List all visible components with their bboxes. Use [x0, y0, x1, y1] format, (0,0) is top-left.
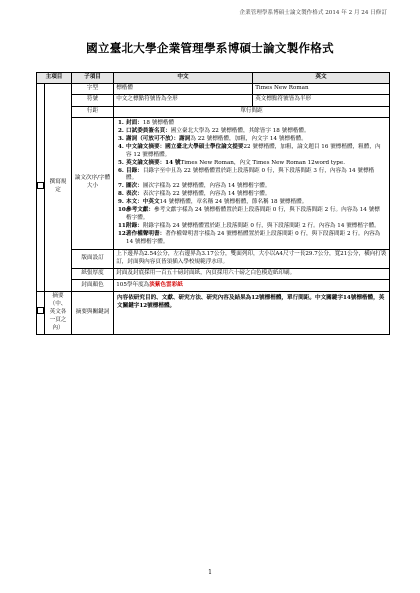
- rule-text: 參考文獻字樣為 24 號標楷體置於距上段落間距 0 行，與下段落間距 2 行。內容為 14 號標楷字體。: [126, 207, 380, 222]
- abstract-checkbox-cell[interactable]: [37, 291, 45, 334]
- font-size-rules: [114, 117, 390, 249]
- row-symbols: [37, 95, 390, 106]
- cover-color-value: [114, 280, 390, 291]
- rule-text: 為 22 號標楷體，加粗，內文字 14 號標楷體。: [190, 135, 307, 142]
- symbols-zh: 中文之標點符號皆為全形: [114, 95, 253, 106]
- paper-text: 封面及封底採用一百五十磅封面紙，內頁採用六十磅之白色模造紙印刷。: [114, 269, 390, 280]
- cover-color-prefix: 105學年度為: [116, 281, 150, 288]
- page-title: 國立臺北大學企業管理學系博碩士論文製作格式: [86, 41, 334, 55]
- rule-number: 10.: [118, 207, 128, 214]
- margins-label: 版面設訂: [72, 249, 114, 268]
- rule-number: 9.: [118, 199, 124, 206]
- abstract-checkbox[interactable]: [37, 307, 44, 314]
- rule-number: 11.: [118, 223, 128, 230]
- rule-lead: 本文：中英文: [126, 199, 160, 206]
- rule-text: 表次字樣為 22 號標楷體，內容為 14 號標楷字體。: [142, 191, 271, 198]
- font-size-rule-item: [118, 223, 385, 231]
- rule-number: 7.: [118, 183, 124, 190]
- rule-lead: 英文論文摘要：14 號: [126, 159, 181, 166]
- rule-text: 著作權聲明書字樣為 24 號標楷體置於距上段落間距 0 行，與下段落間距 2 行。內容為 14 號標楷字體。: [126, 231, 381, 245]
- rule-text: 圖次字樣為 22 號標楷體，內容為 14 號標楷字體。: [142, 183, 271, 190]
- font-size-rule-item: [118, 144, 385, 160]
- typeface-en: Times New Roman: [253, 83, 390, 94]
- rule-lead: 中文論文摘要：國立臺北大學碩士學位論文提要: [126, 143, 244, 150]
- cover-color-highlight: 淡紫色雲彩紙: [149, 281, 183, 288]
- font-size-rule-item: [118, 207, 385, 223]
- spacing-label: 行距: [72, 106, 114, 117]
- table-header-row: [37, 73, 390, 84]
- rule-number: 8.: [118, 191, 124, 198]
- font-size-rule-item: [118, 136, 385, 144]
- header-sub-item: 子項目: [72, 73, 114, 84]
- row-cover-color: [37, 280, 390, 291]
- font-size-rule-item: [118, 120, 385, 128]
- rule-lead: 口試委員簽名頁：: [126, 127, 171, 134]
- row-margins: [37, 249, 390, 268]
- rule-number: 3.: [118, 135, 124, 142]
- rule-lead: 附錄：: [126, 223, 143, 230]
- font-size-label: 論文次序/字體大小: [72, 117, 114, 249]
- font-size-rule-item: [118, 231, 385, 247]
- row-abstract: [37, 291, 390, 334]
- rule-number: 2.: [118, 127, 124, 134]
- format-spec-table: [36, 72, 390, 335]
- header-chinese: 中文: [114, 73, 253, 84]
- page-number: 1: [208, 569, 212, 576]
- row-spacing: [37, 106, 390, 117]
- rule-lead: 參考文獻：: [126, 207, 154, 214]
- rule-number: 4.: [118, 143, 124, 150]
- spacing-value: 單行間距: [114, 106, 390, 117]
- section-checkbox[interactable]: [37, 182, 44, 189]
- symbols-en: 英文標點符號皆為半形: [253, 95, 390, 106]
- abstract-sub-label: 摘要與關鍵詞: [72, 291, 114, 334]
- typeface-label: 字型: [72, 83, 114, 94]
- rule-number: 12.: [118, 231, 128, 237]
- rule-text: 22 號標楷體，加粗，論文題目 16 號標楷體，粗體，內容 12 號標楷體。: [126, 143, 381, 158]
- rule-lead: 圖次：: [126, 183, 143, 190]
- typeface-zh: 標楷體: [114, 83, 253, 94]
- font-size-rule-item: [118, 168, 385, 184]
- rule-text: 附錄字樣為 24 號標楷體置於距上段落間距 0 行，與下段落間距 2 行。內容為 14 號標楷字體。: [142, 223, 380, 230]
- paper-label: 紙張厚度: [72, 269, 114, 280]
- rule-number: 1.: [118, 119, 124, 126]
- font-size-rule-list: [118, 120, 385, 247]
- header-english: 英文: [253, 73, 390, 84]
- abstract-label: 摘要（中、英文各一頁之內）: [45, 291, 72, 334]
- rule-number: 5.: [118, 159, 124, 166]
- font-size-rule-item: [118, 199, 385, 207]
- cover-color-label: 封面顏色: [72, 280, 114, 291]
- font-size-rule-item: [118, 160, 385, 168]
- rule-text: 目錄字至中且為 22 號標楷體置於距上段落間距 0 行，與下段落間距 3 行，內容為 14 號標楷體。: [126, 167, 375, 182]
- row-paper: [37, 269, 390, 280]
- abstract-text: 內容依研究目的、文獻、研究方法、研究內容及結果為12號標楷體，單行間距。中文關鍵字14號標楷體，英文關鍵字12號標楷體。: [114, 291, 390, 334]
- symbols-label: 符號: [72, 95, 114, 106]
- header-note: 企業管理學系博碩士論文製作格式 2014 年 2 月 24 日修訂: [239, 10, 387, 16]
- header-main-item: 主項目: [37, 73, 72, 84]
- font-size-rule-item: [118, 128, 385, 136]
- rule-lead: 目錄：: [126, 167, 143, 174]
- rule-lead: 封面：: [126, 119, 143, 126]
- margins-text: 上下邊界為2.54公分，左右邊界為3.17公分，雙面列印，大小以A4尺寸一長29.7公分，寬21公分，橫向打裝訂，封面與內容頁皆須插入學校規範浮水印。: [114, 249, 390, 268]
- rule-lead: 著作權聲明書：: [126, 231, 166, 237]
- rule-text: 18 號標楷體: [142, 119, 175, 126]
- section-checkbox-cell[interactable]: [37, 83, 45, 291]
- section-layout-label: 撰寫規定: [45, 83, 72, 291]
- rule-text: 國立臺北大學為 22 號標楷體，其餘皆字 18 號標楷體。: [170, 127, 310, 134]
- rule-text: Times New Roman，內文 Times New Roman 12word type.: [180, 159, 345, 166]
- rule-text: 14 號標楷體，章名稱 24 號標楷體，節名稱 18 號標楷體。: [159, 199, 308, 206]
- row-typeface: [37, 83, 390, 94]
- rule-number: 6.: [118, 167, 124, 174]
- rule-lead: 謝詞（可放可不放）：謝詞: [126, 135, 191, 142]
- rule-lead: 表次：: [126, 191, 143, 198]
- row-font-size: [37, 117, 390, 249]
